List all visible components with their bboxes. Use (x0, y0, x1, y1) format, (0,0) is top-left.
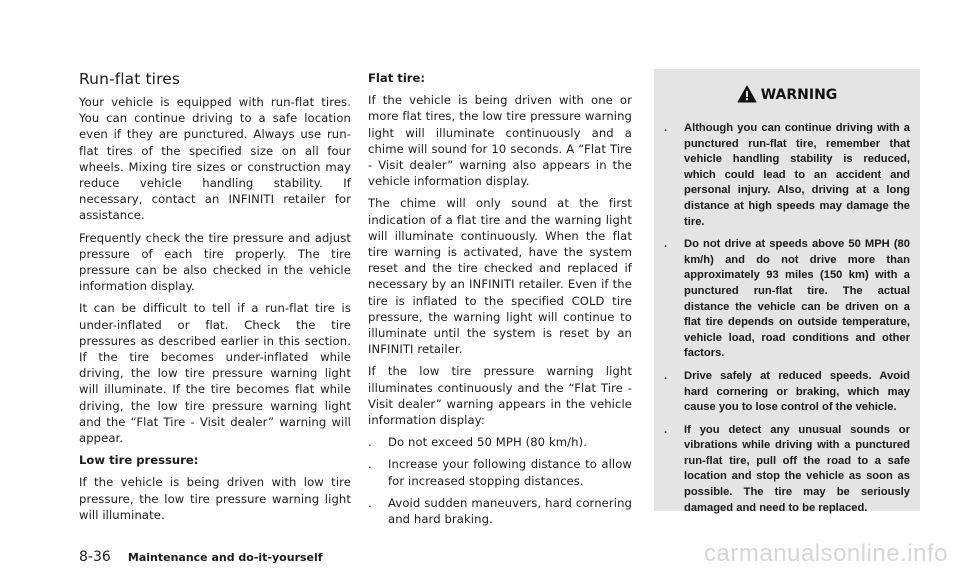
warning-title: WARNING (760, 87, 838, 103)
list-item-text: Increase your following distance to allow for increased stopping distances. (388, 457, 632, 488)
page-number: 8-36 (79, 549, 111, 565)
paragraph-chime: The chime will only sound at the first indication of a flat tire and the warning light will illuminate continuously. When the flat tire warning is activated, have the system reset and the tire checked and replaced if necessary by an INFINITI retailer. Even if the tire is inflated to the specified COLD tire pressure, the warning light will continue to illuminate until the system is reset by an INFINITI retailer. (368, 196, 632, 357)
warning-box (654, 69, 920, 514)
warning-triangle-icon (737, 85, 757, 103)
paragraph-flat-tire: If the vehicle is being driven with one or more flat tires, the low tire pressure warning light will illuminate continuously and a chime will sound for 10 seconds. A “Flat Tire - Visit dealer” warning also appears in the vehicle information display. (368, 93, 632, 189)
subhead-flat-tire: Flat tire: (368, 71, 426, 85)
list-item-text: Do not exceed 50 MPH (80 km/h). (388, 435, 588, 450)
warning-item-text: Drive safely at reduced speeds. Avoid hard cornering or braking, which may cause you to lose control of the vehicle. (684, 369, 910, 414)
bullet-marker: . (664, 122, 668, 134)
paragraph-flat-detection: It can be difficult to tell if a run-flat tire is under-inflated or flat. Check the tire pressures as described earlier in this section. If the tire becomes under-inflated while driving, the low tire pressure warning light will illuminate. If the tire becomes flat while driving, the low tire pressure warning light and the “Flat Tire - Visit dealer” warning will appear. (79, 301, 351, 446)
warning-item (664, 237, 910, 362)
warning-item-text: If you detect any unusual sounds or vibrations while driving with a punctured run-flat tire, pull off the road to a safe location and stop the vehicle as soon as possible. The tire may be seriously damaged and need to be replaced. (684, 423, 910, 514)
subhead-low-pressure: Low tire pressure: (79, 453, 199, 468)
paragraph-check-pressure: Frequently check the tire pressure and adjust pressure of each tire properly. The tire pressure can be also checked in the vehicle information display. (79, 230, 351, 294)
warning-item (664, 121, 910, 230)
left-column (79, 70, 351, 529)
watermark: carmanualsonline.info (704, 540, 948, 567)
warning-item-text: Do not drive at speeds above 50 MPH (80 km/h) and do not drive more than approximately 93 miles (150 km) with a punctured run-flat tire. The actual distance the vehicle can be driven on a flat tire depends on outside temperature, vehicle load, road conditions and other factors. (684, 238, 910, 360)
list-item (368, 434, 632, 450)
section-name: Maintenance and do-it-yourself (127, 551, 323, 564)
list-item (368, 495, 632, 527)
warning-item (664, 423, 910, 517)
bullet-marker: . (664, 423, 668, 436)
bullet-marker: . (368, 457, 372, 472)
bullet-marker: . (368, 495, 372, 510)
bullet-marker: . (664, 238, 668, 251)
paragraph-warning-light: If the low tire pressure warning light illuminates continuously and the “Flat Tire - Visit dealer” warning appears in the vehicle information display: (368, 364, 632, 428)
warning-item-text: Although you can continue driving with a punctured run-flat tire, remember that vehicle handling stability is reduced, which could lead to an accident and personal injury. Also, driving at a long distance at high speeds may damage the tire. (684, 122, 910, 228)
warning-item (664, 369, 910, 416)
bullet-marker: . (664, 369, 668, 382)
list-item (368, 456, 632, 488)
warning-list (664, 121, 910, 523)
paragraph-low-pressure: If the vehicle is being driven with low tire pressure, the low tire pressure warning light will illuminate. (79, 475, 351, 522)
bullet-marker: . (368, 435, 372, 450)
paragraph-intro: Your vehicle is equipped with run-flat tires. You can continue driving to a safe location even if they are punctured. Always use run-flat tires of the specified size on all four wheels. Mixing tire sizes or construction may reduce vehicle handling stability. If necessary, contact an INFINITI retailer for assistance. (79, 95, 351, 223)
list-item-text: Avoid sudden maneuvers, hard cornering and hard braking. (388, 495, 632, 527)
page-footer (79, 546, 323, 565)
advice-list (368, 434, 632, 527)
middle-column (368, 70, 632, 533)
section-title: Run-flat tires (79, 70, 181, 88)
warning-header (654, 85, 920, 103)
